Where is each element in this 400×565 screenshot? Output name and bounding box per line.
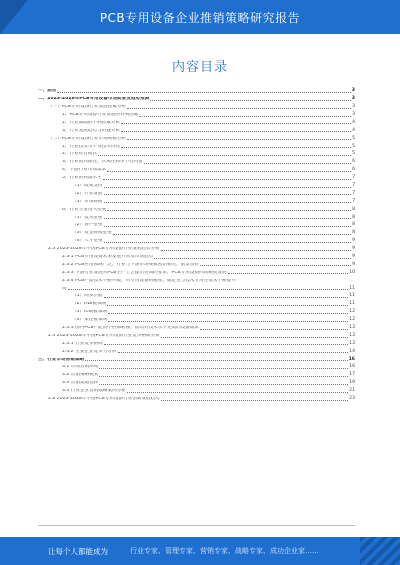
toc-page-number: 11	[349, 301, 355, 307]
toc-page-number: 5	[352, 135, 355, 141]
toc-entry-label: 2.3.4 PCB产品技术不断升级，对专用设备的精度、稳定性与技术专用性要求不断提升	[62, 278, 236, 283]
toc-leader-dots	[108, 321, 348, 322]
toc-page-number: 3	[351, 88, 355, 94]
toc-entry[interactable]	[38, 267, 355, 275]
toc-entry[interactable]	[38, 299, 355, 307]
toc-page-number: 3	[352, 104, 355, 110]
toc-entry[interactable]	[38, 228, 355, 236]
toc-entry-label: （二）PCB专用设备行业市场规模分析	[48, 136, 127, 141]
toc-entry-label: 3、行业发展趋势与机遇分析	[62, 128, 121, 133]
toc-entry[interactable]	[38, 386, 355, 394]
report-title: PCB专用设备企业推销策略研究报告	[99, 11, 301, 25]
footer-roles: 行业专家、管理专家、营销专家、战略专家、成功企业家……	[130, 547, 319, 555]
toc-page-number: 6	[352, 167, 355, 173]
toc-leader-dots	[121, 131, 351, 132]
toc-entry-label: （4）柔性板领域	[72, 318, 108, 323]
toc-page-number: 8	[352, 206, 355, 212]
toc-entry[interactable]	[38, 133, 355, 141]
toc-leader-dots	[99, 384, 348, 385]
toc-entry[interactable]	[38, 149, 355, 157]
toc-entry-label: 高	[62, 286, 67, 291]
toc-entry[interactable]	[38, 378, 355, 386]
toc-page-number: 10	[349, 269, 355, 275]
toc-entry[interactable]	[38, 125, 355, 133]
toc-entry-label: 2.4.2 主要企业竞争力分析	[62, 349, 117, 354]
toc-leader-dots	[121, 147, 351, 148]
toc-leader-dots	[103, 179, 351, 180]
toc-entry-label: 1、行业技术水平及技术特点	[62, 144, 121, 149]
toc-page-number: 19	[349, 380, 355, 386]
toc-entry[interactable]	[38, 315, 355, 323]
toc-page-number: 12	[349, 309, 355, 315]
toc-page-number: 4	[352, 119, 355, 125]
toc-leader-dots	[104, 218, 352, 219]
toc-entry[interactable]	[38, 331, 355, 339]
toc-leader-dots	[161, 400, 348, 401]
toc-entry[interactable]	[38, 110, 355, 118]
toc-page-number: 11	[349, 285, 355, 291]
toc-entry-label: （3）IC载板领域	[72, 310, 108, 315]
toc-entry-label: 1、PCB专用设备行业发展的有利因素	[62, 112, 139, 117]
toc-leader-dots	[139, 116, 351, 117]
toc-entry-label: 3.4 行业企业营销战略案例分析	[62, 389, 126, 394]
toc-heading: 内容目录	[171, 60, 228, 75]
toc-entry[interactable]	[38, 220, 355, 228]
toc-entry[interactable]	[38, 173, 355, 181]
toc-entry[interactable]	[38, 323, 355, 331]
toc-entry-label: （1）技术壁垒	[72, 215, 103, 220]
toc-page-number: 5	[352, 151, 355, 157]
toc-page-number: 8	[352, 214, 355, 220]
toc-entry[interactable]	[38, 165, 355, 173]
toc-entry[interactable]	[38, 346, 355, 354]
footer-banner	[0, 537, 400, 565]
toc-entry-label: 2.3.1 PCB专用设备未来发展方向及市场趋势	[62, 255, 154, 259]
footer-divider	[38, 525, 355, 526]
toc-entry[interactable]	[38, 181, 355, 189]
toc-entry-label: （1）政策支持	[72, 183, 103, 188]
toc-entry[interactable]	[38, 86, 355, 94]
toc-entry[interactable]	[38, 196, 355, 204]
toc-entry-label: 一、前言	[38, 89, 57, 94]
toc-leader-dots	[57, 92, 350, 93]
toc-entry-label: 三、行业市场营销策略	[38, 357, 84, 362]
toc-leader-dots	[118, 352, 349, 353]
toc-page-number: 5	[352, 143, 355, 149]
table-of-contents	[38, 86, 355, 402]
toc-entry-label: 3.2 营销策略模式	[62, 373, 99, 378]
toc-entry-label: 2.3.3 下游行业发展对PCB生产工艺提出更高的要求，PCB专用设备向高精度发展	[62, 270, 227, 275]
toc-entry-label: （2）客户壁垒	[72, 223, 103, 228]
toc-entry[interactable]	[38, 307, 355, 315]
toc-entry[interactable]	[38, 339, 355, 347]
toc-leader-dots	[104, 242, 352, 243]
toc-leader-dots	[108, 313, 348, 314]
toc-entry[interactable]	[38, 244, 355, 252]
toc-page-number: 9	[352, 254, 355, 259]
toc-leader-dots	[200, 329, 348, 330]
toc-leader-dots	[107, 171, 351, 172]
toc-entry[interactable]	[38, 102, 355, 110]
toc-entry[interactable]	[38, 275, 355, 283]
toc-entry[interactable]	[38, 291, 355, 299]
toc-entry-label: 2.4 2023-2028年中国PCB专用设备行业竞争格局分析	[48, 333, 160, 338]
toc-leader-dots	[104, 226, 352, 227]
toc-entry[interactable]	[38, 212, 355, 220]
toc-leader-dots	[127, 139, 351, 140]
toc-leader-dots	[98, 155, 351, 156]
toc-page-number: 8	[352, 222, 355, 228]
toc-entry-label: 4、下游行业市场需求	[62, 168, 107, 173]
toc-entry-label: 5、行业的利润水平	[62, 176, 102, 181]
toc-page-number: 7	[352, 198, 355, 204]
toc-leader-dots	[127, 392, 348, 393]
toc-entry[interactable]	[38, 94, 355, 102]
toc-page-number: 21	[349, 388, 355, 394]
toc-entry[interactable]	[38, 354, 355, 362]
toc-entry-label: 2.3.2 PCB应用领域广泛，行业与下游市场规模密切相关，前景良好	[62, 262, 200, 267]
footer-slogan: 让每个人都能成为	[48, 547, 108, 556]
toc-page-number: 7	[352, 190, 355, 196]
toc-entry[interactable]	[38, 157, 355, 165]
toc-entry[interactable]	[38, 236, 355, 244]
toc-page-number: 8	[352, 230, 355, 236]
toc-page-number: 6	[352, 159, 355, 165]
toc-page-number: 9	[352, 238, 355, 244]
toc-entry[interactable]	[38, 394, 355, 402]
toc-entry[interactable]	[38, 370, 355, 378]
toc-entry[interactable]	[38, 362, 355, 370]
toc-leader-dots	[99, 376, 348, 377]
toc-leader-dots	[161, 337, 348, 338]
toc-entry[interactable]	[38, 189, 355, 197]
toc-entry-label: 二、2023-2028年PCB专用设备市场前景及趋势预测	[38, 97, 150, 102]
toc-leader-dots	[144, 163, 351, 164]
toc-page-number: 12	[349, 317, 355, 323]
toc-page-number: 7	[352, 175, 355, 181]
toc-leader-dots	[107, 210, 351, 211]
toc-entry-label: 2.4.1 行业竞争格局	[62, 341, 103, 346]
toc-leader-dots	[68, 289, 349, 290]
toc-page-number: 3	[352, 111, 355, 117]
toc-page-number: 13	[349, 332, 355, 338]
toc-page-number: 16	[348, 356, 355, 362]
toc-leader-dots	[121, 123, 351, 124]
toc-entry-label: （3）市场规模	[72, 199, 103, 204]
toc-leader-dots	[154, 258, 351, 259]
toc-page-number: 3	[351, 96, 355, 102]
toc-page-number: 13	[349, 340, 355, 346]
toc-leader-dots	[200, 265, 351, 266]
header-banner	[0, 0, 400, 34]
toc-entry[interactable]	[38, 141, 355, 149]
toc-leader-dots	[113, 234, 351, 235]
toc-page-number: 9	[352, 246, 355, 252]
toc-leader-dots	[104, 344, 348, 345]
toc-entry-continuation[interactable]	[38, 283, 355, 291]
toc-leader-dots	[104, 202, 352, 203]
toc-entry-label: （3）资金规模壁垒	[72, 231, 112, 236]
toc-entry-label: 3.1 市场营销环境	[62, 365, 99, 370]
toc-page-number: 14	[349, 348, 355, 354]
toc-leader-dots	[150, 100, 351, 101]
toc-entry[interactable]	[38, 118, 355, 126]
footer-stripe-decoration	[360, 537, 400, 565]
toc-entry-label: （2）行业发展	[72, 191, 103, 196]
toc-leader-dots	[104, 187, 352, 188]
toc-page-number: 17	[349, 372, 355, 378]
toc-entry-label: （1）高多层板	[72, 294, 103, 299]
toc-entry-label: 2.3.5 国内PCB产能向中西部转移，推动对技术水平更高的设备需求	[62, 326, 200, 331]
toc-entry-label: 3、行业的周期性、区域性和季节性特征	[62, 160, 144, 165]
toc-entry[interactable]	[38, 252, 355, 260]
toc-entry-label: 2、行业面临的不利因素分析	[62, 120, 121, 125]
toc-leader-dots	[161, 250, 351, 251]
toc-leader-dots	[228, 273, 349, 274]
toc-leader-dots	[99, 368, 348, 369]
toc-leader-dots	[104, 297, 349, 298]
toc-page-number: 16	[349, 364, 355, 370]
toc-entry-label: 6、行业主要进入壁垒	[62, 207, 107, 212]
toc-entry-label: 3.3 营销渠道选择	[62, 381, 99, 386]
toc-entry-label: 2、行业经营模式	[62, 152, 98, 157]
toc-entry-label: （2）HDI板领域	[72, 302, 107, 307]
toc-entry-label: （一）PCB专用设备行业发展因素分析	[48, 105, 127, 110]
toc-page-number: 9	[352, 261, 355, 267]
toc-entry-label: 2.3 2023-2028年中国PCB专用设备行业发展趋势分析	[48, 247, 160, 252]
toc-page-number: 11	[349, 293, 355, 299]
toc-entry-label: 2.6 2023-2028年中国PCB专用设备行业创新发展趋势	[48, 397, 160, 402]
toc-leader-dots	[85, 360, 348, 361]
toc-entry[interactable]	[38, 204, 355, 212]
toc-entry[interactable]	[38, 260, 355, 268]
toc-leader-dots	[107, 305, 348, 306]
toc-entry-label: （4）人才壁垒	[72, 239, 103, 244]
toc-leader-dots	[104, 194, 352, 195]
toc-page-number: 4	[352, 127, 355, 133]
toc-page-number: 7	[352, 182, 355, 188]
toc-page-number: 23	[349, 396, 355, 402]
toc-page-number: 13	[349, 325, 355, 331]
toc-leader-dots	[127, 108, 351, 109]
